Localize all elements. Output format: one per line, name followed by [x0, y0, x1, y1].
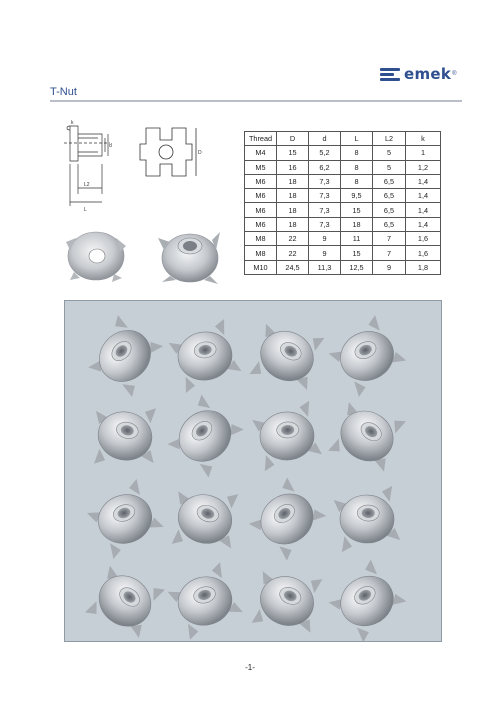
dim-label-L: L [84, 207, 87, 213]
dim-label-k: k [71, 120, 74, 126]
t-nut-photo-item [322, 311, 412, 401]
t-nut-photo-item [241, 310, 333, 402]
table-cell: M4 [245, 146, 277, 160]
table-cell: 16 [277, 160, 309, 174]
table-cell: 1,4 [406, 217, 441, 231]
table-cell: 22 [277, 246, 309, 260]
t-nut-photo-threaded [154, 218, 224, 290]
table-cell: 8 [341, 160, 373, 174]
spec-table [244, 131, 441, 275]
table-cell: 18 [277, 217, 309, 231]
table-cell: 7 [373, 246, 406, 260]
table-cell: 5 [373, 160, 406, 174]
table-cell: 7,3 [309, 174, 341, 188]
side-view-drawing [60, 116, 120, 216]
table-cell: 9 [309, 232, 341, 246]
title-divider [50, 100, 462, 102]
table-cell: 7,3 [309, 203, 341, 217]
table-cell: 11 [341, 232, 373, 246]
table-row [245, 189, 441, 203]
col-header: Thread [245, 132, 277, 146]
table-cell: 1,4 [406, 189, 441, 203]
logo-mark-icon [380, 67, 400, 81]
table-cell: 24,5 [277, 260, 309, 274]
table-cell: M10 [245, 260, 277, 274]
t-nut-photo-collection [65, 301, 441, 641]
t-nut-photo-item [240, 472, 335, 567]
t-nut-photo-flat [60, 220, 130, 290]
t-nut-photo-item [77, 553, 173, 641]
logo-text: emek [404, 65, 452, 83]
table-cell: 18 [277, 189, 309, 203]
table-cell: 6,5 [373, 217, 406, 231]
table-cell: 6,2 [309, 160, 341, 174]
table-cell: 5,2 [309, 146, 341, 160]
table-cell: M5 [245, 160, 277, 174]
table-cell: 8 [341, 146, 373, 160]
table-cell: 7,3 [309, 189, 341, 203]
page-number: -1- [245, 663, 255, 672]
table-cell: 15 [341, 246, 373, 260]
table-row [245, 246, 441, 260]
table-cell: 8 [341, 174, 373, 188]
table-cell: 18 [277, 203, 309, 217]
col-header: k [406, 132, 441, 146]
table-cell: 18 [277, 174, 309, 188]
dim-label-d: d [109, 143, 112, 149]
table-cell: 6,5 [373, 203, 406, 217]
table-cell: M8 [245, 246, 277, 260]
t-nut-photo-item [84, 395, 166, 477]
t-nut-photo-item [332, 484, 402, 554]
table-row [245, 232, 441, 246]
table-cell: M6 [245, 189, 277, 203]
t-nut-photo-item [321, 555, 414, 641]
table-cell: 9,5 [341, 189, 373, 203]
col-header: d [309, 132, 341, 146]
brand-logo [380, 64, 460, 84]
t-nut-photo-item [77, 308, 173, 404]
top-view-drawing [130, 120, 210, 190]
col-header: D [277, 132, 309, 146]
table-cell: 15 [277, 146, 309, 160]
col-header: L [341, 132, 373, 146]
t-nut-photo-item [320, 389, 414, 483]
t-nut-photo-item [82, 476, 168, 562]
table-cell: 7 [373, 232, 406, 246]
t-nut-photo-item [242, 556, 331, 641]
table-cell: 1,8 [406, 260, 441, 274]
table-cell: 1,4 [406, 174, 441, 188]
table-cell: 6,5 [373, 189, 406, 203]
product-photo-grid [64, 300, 442, 642]
dim-label-D: D [198, 150, 202, 156]
table-cell: M6 [245, 203, 277, 217]
table-cell: 7,3 [309, 217, 341, 231]
logo-registered-mark: ® [452, 71, 457, 77]
table-cell: 1,4 [406, 203, 441, 217]
dim-label-L2: L2 [84, 182, 90, 188]
table-cell: 11,3 [309, 260, 341, 274]
col-header: L2 [373, 132, 406, 146]
table-cell: 5 [373, 146, 406, 160]
table-cell: M8 [245, 232, 277, 246]
table-cell: 15 [341, 203, 373, 217]
t-nut-photo-item [157, 388, 253, 484]
table-row [245, 260, 441, 274]
table-row [245, 203, 441, 217]
table-cell: 18 [341, 217, 373, 231]
table-cell: 22 [277, 232, 309, 246]
table-cell: M6 [245, 217, 277, 231]
table-cell: 9 [373, 260, 406, 274]
t-nut-photo-item [164, 560, 246, 641]
page-title: T-Nut [50, 86, 77, 98]
table-header-row [245, 132, 441, 146]
t-nut-photo-item [167, 318, 244, 395]
table-cell: 12,5 [341, 260, 373, 274]
table-cell: 1,6 [406, 232, 441, 246]
t-nut-photo-item [251, 400, 322, 471]
table-row [245, 217, 441, 231]
table-cell: 1,2 [406, 160, 441, 174]
table-cell: 1,6 [406, 246, 441, 260]
table-row [245, 174, 441, 188]
table-row [245, 160, 441, 174]
table-cell: 6,5 [373, 174, 406, 188]
table-row [245, 146, 441, 160]
table-cell: 1 [406, 146, 441, 160]
table-cell: 9 [309, 246, 341, 260]
t-nut-photo-item [162, 476, 248, 562]
table-cell: M6 [245, 174, 277, 188]
